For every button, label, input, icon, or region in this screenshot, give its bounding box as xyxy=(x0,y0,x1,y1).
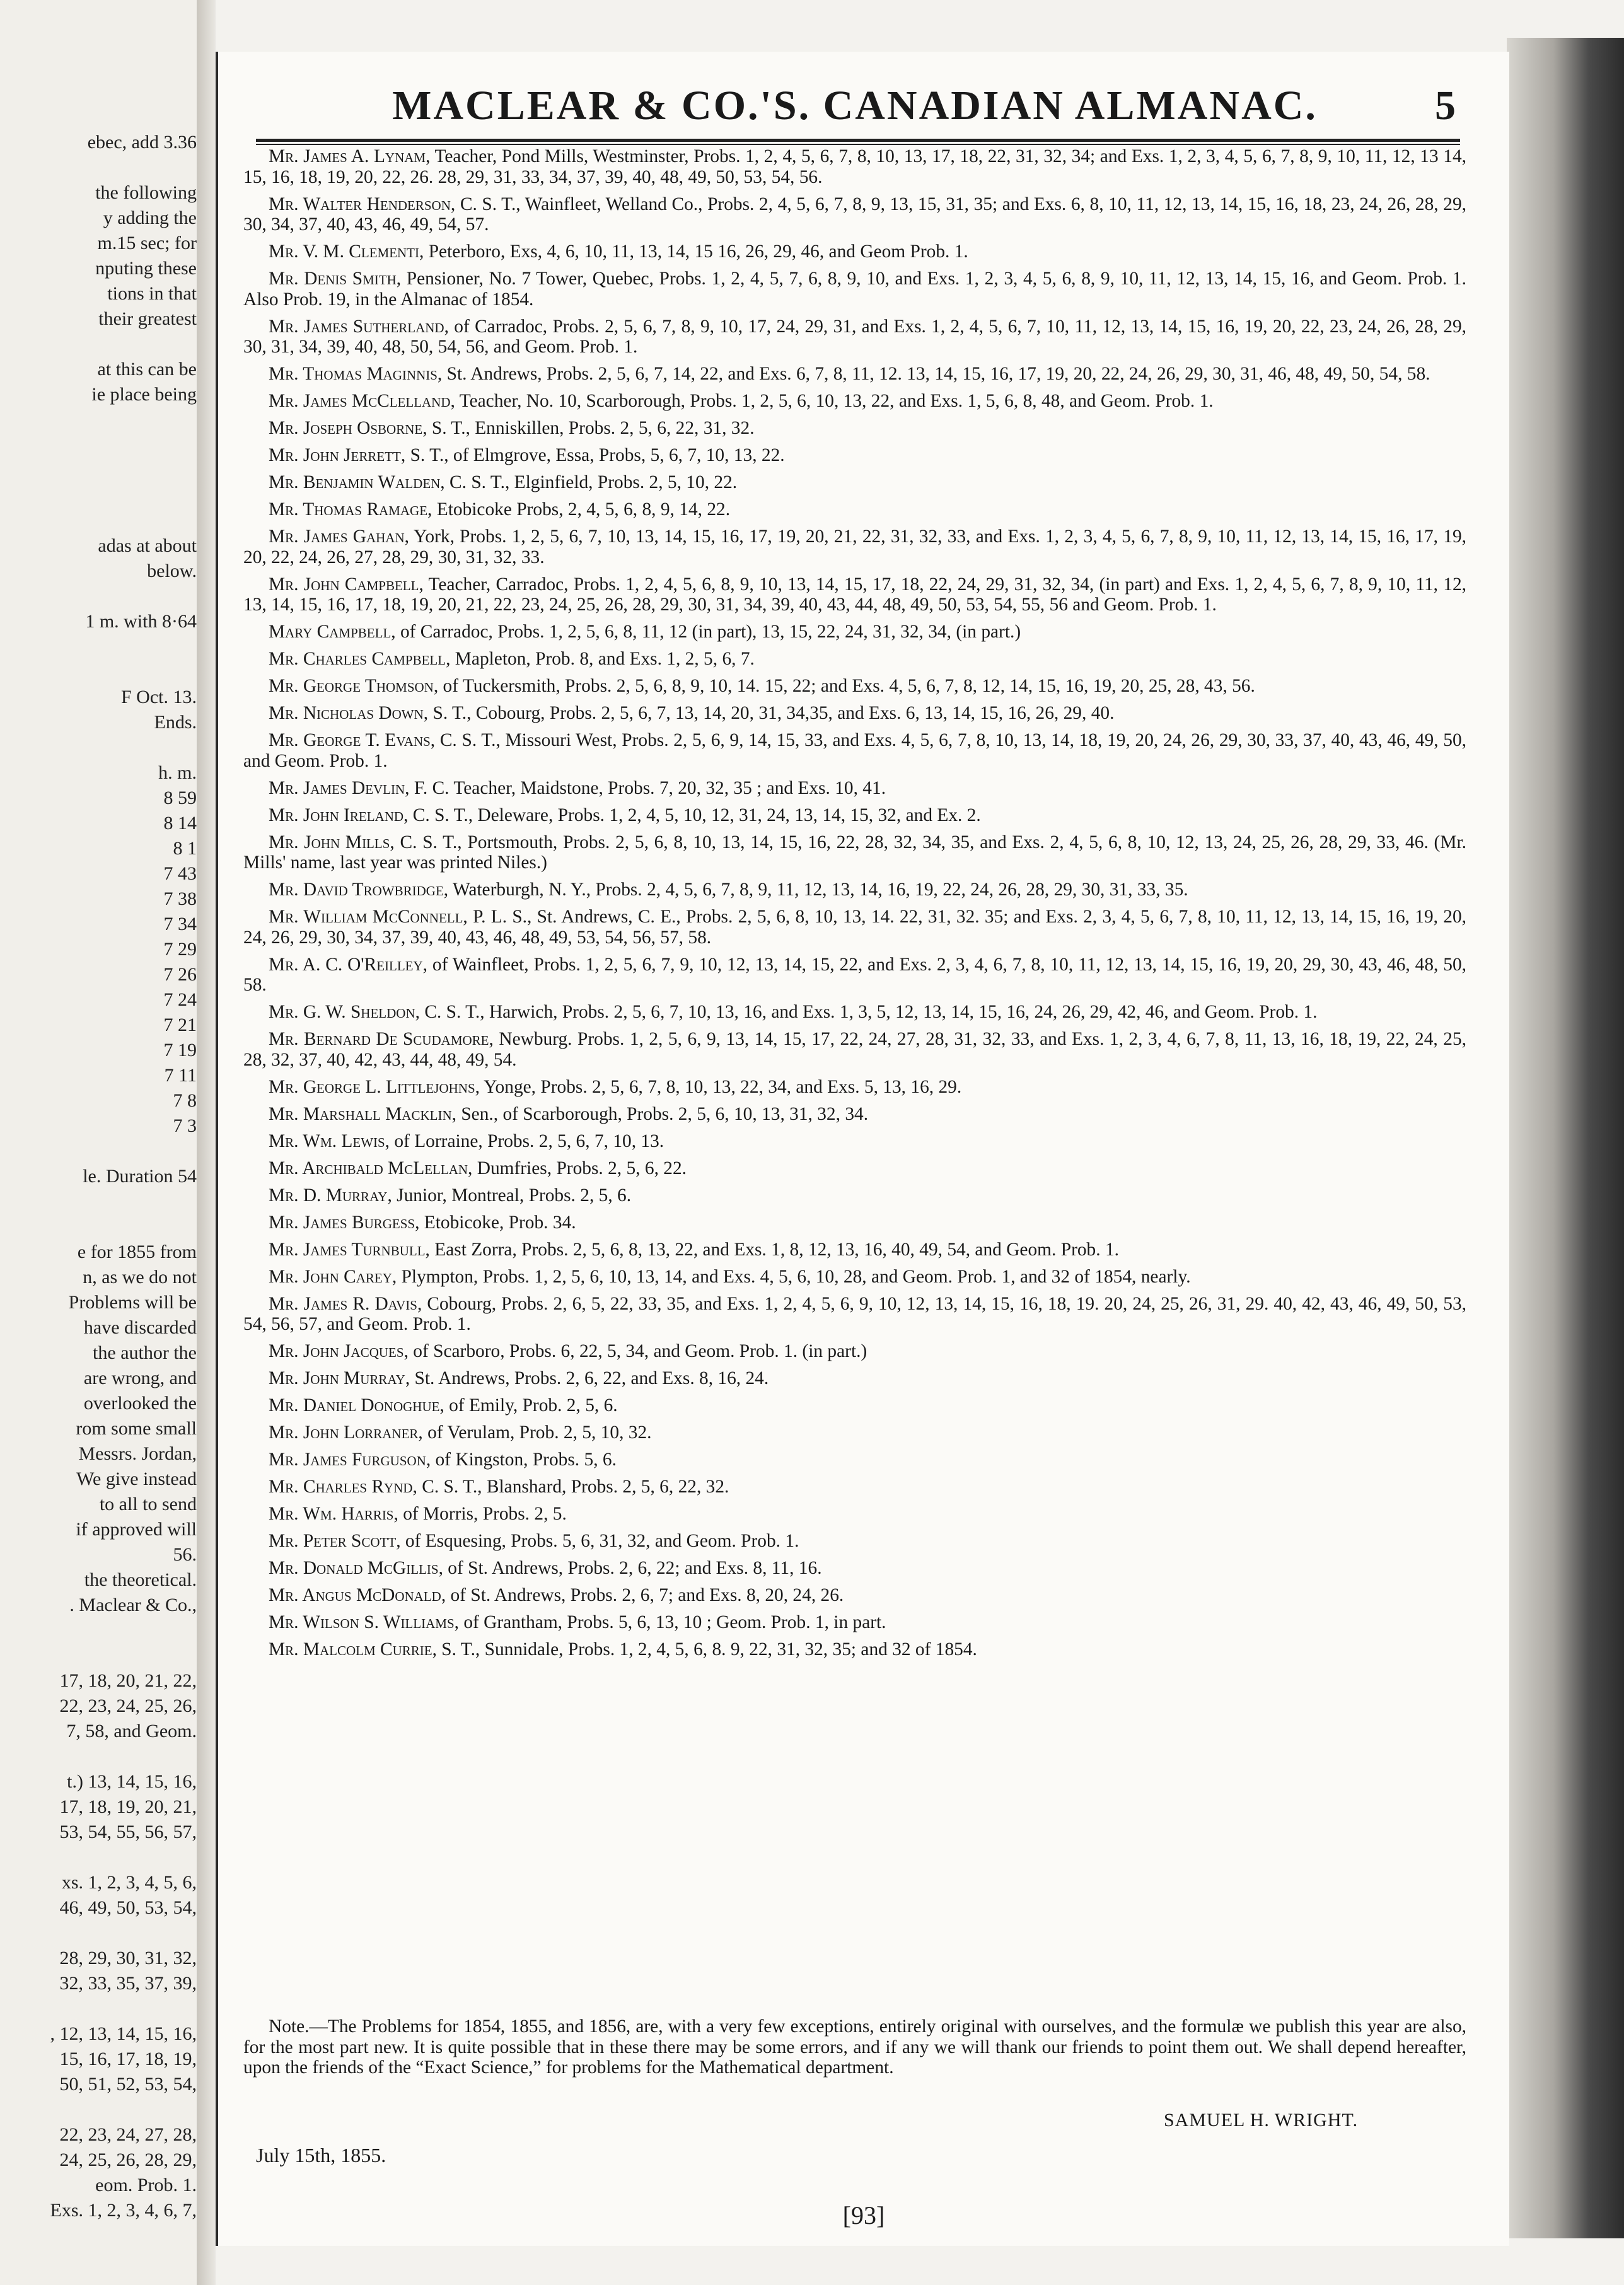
solver-name: Mr. George Thomson, xyxy=(269,676,439,696)
solver-details: Etobicoke Probs, 2, 4, 5, 6, 8, 9, 14, 22. xyxy=(432,499,731,520)
solver-entry xyxy=(243,1158,1466,1179)
signature: SAMUEL H. WRIGHT. xyxy=(1164,2110,1359,2131)
left-page-line: 22, 23, 24, 25, 26, xyxy=(59,1695,197,1716)
solver-details: P. L. S., St. Andrews, C. E., Probs. 2, 5, 6, 8, 10, 13, 14. 22, 31, 32. 35; and Exs. 2, 3, 4, 5, 6, 7, 8, 10, 11, 12, 13, 14, 15, 16, 19, 20, 24, 26, 29, 30, 34, 37, 39, 40, 43, 46, 48, 49, 53, 54, 56, 57, 58. xyxy=(243,907,1467,948)
left-page-fragment xyxy=(0,0,199,2285)
solver-details: Peterboro, Exs, 4, 6, 10, 11, 13, 14, 15 16, 26, 29, 46, and Geom Prob. 1. xyxy=(424,241,968,262)
solver-entry xyxy=(243,1477,1466,1497)
solver-name: Mr. Benjamin Walden, xyxy=(269,472,445,492)
solver-details: Teacher, No. 10, Scarborough, Probs. 1, 2, 5, 6, 10, 13, 22, and Exs. 1, 5, 6, 8, 48, and Geom. Prob. 1. xyxy=(455,391,1214,411)
solver-details: Dumfries, Probs. 2, 5, 6, 22. xyxy=(472,1158,687,1178)
solver-name: Mr. Thomas Ramage, xyxy=(269,499,432,520)
solver-name: Mr. John Mills, xyxy=(269,832,395,852)
solver-details: Yonge, Probs. 2, 5, 6, 7, 8, 10, 13, 22, 34, and Exs. 5, 13, 16, 29. xyxy=(480,1076,962,1097)
left-page-line: m.15 sec; for xyxy=(97,233,197,253)
left-page-line: below. xyxy=(147,561,197,581)
solver-entry xyxy=(243,1450,1466,1470)
left-page-line: ie place being xyxy=(91,384,197,405)
solver-entry xyxy=(243,778,1466,799)
solver-details: C. S. T., Harwich, Probs. 2, 5, 6, 7, 10, 13, 16, and Exs. 1, 3, 5, 12, 13, 14, 15, 16, 24, 26, 29, 42, 46, and Geom. Prob. 1. xyxy=(419,1002,1318,1022)
solver-name: Mr. John Lorraner, xyxy=(269,1422,423,1443)
solver-name: Mr. Malcolm Currie, xyxy=(269,1639,437,1660)
solver-details: Teacher, Pond Mills, Westminster, Probs. 1, 2, 4, 5, 6, 7, 8, 10, 13, 17, 18, 22, 31, 32, 34; and Exs. 1, 2, 3, 4, 5, 6, 7, 8, 9, 10, 11, 12, 13 14, 15, 16, 18, 19, 20, 22, 26. 28, 29, 31, 33, 34, 37, 39, 40, 48, 49, 50, 53, 54, 56. xyxy=(243,146,1466,187)
solver-name: Mr. John Jerrett, xyxy=(269,445,406,465)
left-page-line: . Maclear & Co., xyxy=(69,1595,197,1615)
solver-name: Mr. James Turnbull, xyxy=(269,1239,430,1260)
solver-details: of Emily, Prob. 2, 5, 6. xyxy=(444,1395,618,1416)
left-page-line: adas at about xyxy=(98,535,197,556)
solver-entry xyxy=(243,1639,1466,1660)
solver-name: Mr. Denis Smith, xyxy=(269,269,402,289)
solver-entry xyxy=(243,1612,1466,1633)
solver-name: Mr. Charles Campbell, xyxy=(269,649,451,669)
solver-name: Mr. John Carey, xyxy=(269,1266,397,1287)
solver-details: of Carradoc, Probs. 1, 2, 5, 6, 8, 11, 12 (in part), 13, 15, 22, 24, 31, 32, 34, (in part.) xyxy=(395,622,1021,642)
solver-name: Mr. Marshall Macklin, xyxy=(269,1103,456,1124)
solver-name: Mr. James R. Davis, xyxy=(269,1293,422,1314)
solver-name: Mr. A. C. O'Reilley, xyxy=(269,954,428,975)
solver-entry xyxy=(243,1422,1466,1443)
left-page-line: tions in that xyxy=(107,283,197,304)
solver-entry xyxy=(243,1240,1466,1260)
left-page-line: 8 59 xyxy=(163,788,197,808)
left-page-line: h. m. xyxy=(158,762,197,783)
solver-name: Mr. Wm. Harris, xyxy=(269,1504,398,1524)
solver-name: Mr. Archibald McLellan, xyxy=(269,1158,473,1178)
left-page-line: their greatest xyxy=(98,308,197,329)
solver-details: S. T., Enniskillen, Probs. 2, 5, 6, 22, 31, 32. xyxy=(427,418,755,438)
left-page-line: xs. 1, 2, 3, 4, 5, 6, xyxy=(61,1872,197,1893)
solver-entry xyxy=(243,703,1466,724)
solver-entry xyxy=(243,317,1466,358)
solver-entry xyxy=(243,418,1466,439)
solver-name: Mr. Donald McGillis, xyxy=(269,1558,443,1578)
solver-name: Mr. Wilson S. Williams, xyxy=(269,1612,459,1632)
left-page-line: the author the xyxy=(93,1342,197,1363)
solver-name: Mr. John Murray, xyxy=(269,1368,410,1388)
solver-entry xyxy=(243,907,1466,948)
left-page-line: nputing these xyxy=(95,258,197,279)
book-gutter xyxy=(197,0,216,2285)
left-page-line: 50, 51, 52, 53, 54, xyxy=(59,2074,197,2095)
solver-details: Teacher, Carradoc, Probs. 1, 2, 4, 5, 6, 8, 9, 10, 13, 14, 15, 17, 18, 22, 24, 29, 31, 32, 34, (in part) and Exs. 1, 2, 4, 5, 6, 7, 8, 9, 10, 11, 12, 13, 14, 15, 16, 17, 18, 19, 20, 21, 22, 23, 24, 25, 26, 28, 29, 30, 31, 34, 39, 40, 43, 44, 48, 49, 50, 53, 54, 55, 56 and Geom. Prob. 1. xyxy=(243,574,1466,615)
left-page-line: ebec, add 3.36 xyxy=(87,132,197,153)
left-page-line: , 12, 13, 14, 15, 16, xyxy=(50,2023,197,2044)
left-page-line: 8 1 xyxy=(173,838,197,859)
solver-entry xyxy=(243,1077,1466,1098)
left-page-line: 1 m. with 8·64 xyxy=(85,611,197,632)
solver-entry xyxy=(243,391,1466,412)
solver-entry xyxy=(243,1585,1466,1606)
folio-number: [93] xyxy=(842,2201,885,2230)
running-head: MACLEAR & CO.'S. CANADIAN ALMANAC. xyxy=(392,83,1318,129)
left-page-line: Exs. 1, 2, 3, 4, 6, 7, xyxy=(50,2200,197,2221)
solver-name: Mr. Daniel Donoghue, xyxy=(269,1395,444,1416)
solver-name: Mr. Nicholas Down, xyxy=(269,703,429,723)
solver-details: Mapleton, Prob. 8, and Exs. 1, 2, 5, 6, 7. xyxy=(450,649,755,669)
solver-details: of St. Andrews, Probs. 2, 6, 7; and Exs. 8, 20, 24, 26. xyxy=(446,1585,844,1605)
solver-details: of Morris, Probs. 2, 5. xyxy=(398,1504,567,1524)
solver-list xyxy=(243,146,1466,1666)
solver-details: S. T., Cobourg, Probs. 2, 5, 6, 7, 13, 14, 20, 31, 34,35, and Exs. 6, 13, 14, 15, 16, 26, 29, 40. xyxy=(428,703,1115,723)
solver-name: Mr. G. W. Sheldon, xyxy=(269,1002,420,1022)
solver-name: Mr. James A. Lynam, xyxy=(269,146,431,166)
left-page-line: 7 3 xyxy=(173,1115,197,1136)
left-page-line: 7 38 xyxy=(163,888,197,909)
solver-entry xyxy=(243,146,1466,187)
solver-name: Mr. Thomas Maginnis, xyxy=(269,364,443,384)
solver-entry xyxy=(243,1531,1466,1552)
solver-details: C. S. T., Blanshard, Probs. 2, 5, 6, 22, 32. xyxy=(417,1477,729,1497)
solver-details: C. S. T., Elginfield, Probs. 2, 5, 10, 22. xyxy=(444,472,738,492)
left-page-line: Problems will be xyxy=(68,1292,197,1313)
solver-name: Mr. James Furguson, xyxy=(269,1450,431,1470)
solver-details: York, Probs. 1, 2, 5, 6, 7, 10, 13, 14, 15, 16, 17, 19, 20, 21, 22, 31, 32, 33, and Exs. 1, 2, 3, 4, 5, 6, 7, 8, 9, 10, 11, 12, 13, 14, 15, 16, 17, 19, 20, 22, 24, 26, 27, 28, 29, 30, 31, 32, 33. xyxy=(243,526,1466,567)
solver-details: of Carradoc, Probs. 2, 5, 6, 7, 8, 9, 10, 17, 24, 29, 31, and Exs. 1, 2, 4, 5, 6, 7, 10, 11, 12, 13, 14, 15, 16, 19, 20, 22, 23, 24, 26, 28, 29, 30, 31, 34, 39, 40, 48, 50, 54, 56, and Geom. Prob. 1. xyxy=(243,316,1466,357)
left-page-line: y adding the xyxy=(103,207,197,228)
solver-details: Newburg. Probs. 1, 2, 5, 6, 9, 13, 14, 15, 17, 22, 24, 27, 28, 31, 32, 33, and Exs. 1, 2, 3, 4, 6, 7, 8, 11, 13, 16, 18, 19, 22, 24, 25, 28, 32, 37, 40, 42, 43, 44, 48, 49, 54. xyxy=(243,1029,1466,1070)
solver-details: of Esquesing, Probs. 5, 6, 31, 32, and Geom. Prob. 1. xyxy=(400,1531,799,1551)
solver-details: S. T., of Elmgrove, Essa, Probs, 5, 6, 7, 10, 13, 22. xyxy=(405,445,785,465)
solver-entry xyxy=(243,880,1466,900)
solver-name: Mr. William McConnell, xyxy=(269,907,468,927)
left-page-line: to all to send xyxy=(99,1494,197,1515)
solver-details: St. Andrews, Probs. 2, 5, 6, 7, 14, 22, and Exs. 6, 7, 8, 11, 12. 13, 14, 15, 16, 17, 19, 20, 22, 24, 26, 29, 30, 31, 46, 48, 49, 50, 54, 58. xyxy=(442,364,1430,384)
solver-name: Mr. D. Murray, xyxy=(269,1185,392,1206)
solver-entry xyxy=(243,1368,1466,1389)
left-page-line: n, as we do not xyxy=(83,1267,197,1288)
left-page-line: 22, 23, 24, 27, 28, xyxy=(59,2124,197,2145)
solver-entry xyxy=(243,574,1466,615)
solver-name: Mr. Charles Rynd, xyxy=(269,1477,417,1497)
left-page-line: overlooked the xyxy=(83,1393,197,1414)
solver-details: Cobourg, Probs. 2, 6, 5, 22, 33, 35, and Exs. 1, 2, 4, 5, 6, 9, 10, 12, 13, 14, 15, 16, 18, 19. 20, 24, 25, 26, 31, 29. 40, 42, 43, 46, 49, 50, 53, 54, 56, 57, and Geom. Prob. 1. xyxy=(243,1293,1466,1334)
solver-entry xyxy=(243,1002,1466,1023)
left-page-line: Messrs. Jordan, xyxy=(78,1443,197,1464)
dateline: July 15th, 1855. xyxy=(256,2144,386,2166)
left-page-line: have discarded xyxy=(83,1317,197,1338)
solver-details: of St. Andrews, Probs. 2, 6, 22; and Exs. 8, 11, 16. xyxy=(443,1558,822,1578)
solver-entry xyxy=(243,730,1466,771)
left-page-line: 7 24 xyxy=(163,989,197,1010)
solver-entry xyxy=(243,472,1466,493)
solver-name: Mr. Joseph Osborne, xyxy=(269,418,427,438)
solver-entry xyxy=(243,1267,1466,1288)
editor-note: Note.—The Problems for 1854, 1855, and 1856, are, with a very few exceptions, entirely original with ourselves, and the formulæ we publish this year are also, for the most part new. It is quite possible that in these there may be some errors, and if any we will thank our friends to point them out. We shall depend hereafter, upon the friends of the “Exact Science,” for problems for the Mathematical department. xyxy=(243,2016,1466,2078)
solver-details: of Verulam, Prob. 2, 5, 10, 32. xyxy=(422,1422,652,1443)
left-page-line: t.) 13, 14, 15, 16, xyxy=(67,1771,197,1792)
solver-name: Mr. Angus McDonald, xyxy=(269,1585,446,1605)
solver-entry xyxy=(243,445,1466,466)
left-page-line: 8 14 xyxy=(163,813,197,834)
left-page-line: F Oct. 13. xyxy=(121,687,197,707)
solver-details: C. S. T., Portsmouth, Probs. 2, 5, 6, 8, 10, 13, 14, 15, 16, 22, 28, 32, 34, 35, and Exs. 2, 4, 5, 6, 8, 10, 12, 13, 24, 25, 26, 28, 29, 33, 46. (Mr. Mills' name, last year was printed Niles.) xyxy=(243,832,1466,873)
left-page-line: 46, 49, 50, 53, 54, xyxy=(59,1897,197,1918)
solver-name: Mr. James Devlin, xyxy=(269,777,410,798)
solver-name: Mr. John Jacques, xyxy=(269,1341,409,1361)
solver-entry xyxy=(243,1341,1466,1362)
left-page-line: 7 34 xyxy=(163,914,197,934)
solver-entry xyxy=(243,526,1466,567)
solver-entry xyxy=(243,499,1466,520)
solver-name: Mr. V. M. Clementi, xyxy=(269,241,424,262)
left-page-line: We give instead xyxy=(76,1468,197,1489)
solver-details: S. T., Sunnidale, Probs. 1, 2, 4, 5, 6, 8. 9, 22, 31, 32, 35; and 32 of 1854. xyxy=(436,1639,977,1660)
solver-details: C. S. T., Wainfleet, Welland Co., Probs. 2, 4, 5, 6, 7, 8, 9, 13, 15, 31, 35; and Exs. 6, 8, 10, 11, 12, 13, 14, 15, 16, 18, 23, 24, 26, 28, 29, 30, 34, 37, 40, 43, 46, 49, 54, 57. xyxy=(243,194,1466,235)
left-page-line: 7 11 xyxy=(164,1065,197,1086)
left-page-line: 15, 16, 17, 18, 19, xyxy=(59,2049,197,2069)
page-edge-shadow xyxy=(1507,38,1624,2238)
solver-entry xyxy=(243,1185,1466,1206)
solver-entry xyxy=(243,241,1466,262)
solver-name: Mary Campbell, xyxy=(269,622,396,642)
left-page-line: 7 26 xyxy=(163,964,197,985)
solver-entry xyxy=(243,1212,1466,1233)
page-number: 5 xyxy=(1435,83,1456,129)
solver-details: of Tuckersmith, Probs. 2, 5, 6, 8, 9, 10, 14. 15, 22; and Exs. 4, 5, 6, 7, 8, 12, 14, 15, 16, 19, 20, 25, 28, 43, 56. xyxy=(438,676,1255,696)
left-page-line: rom some small xyxy=(76,1418,197,1439)
left-page-line: 7 19 xyxy=(163,1040,197,1061)
solver-name: Mr. George T. Evans, xyxy=(269,730,436,750)
solver-details: of Grantham, Probs. 5, 6, 13, 10 ; Geom. Prob. 1, in part. xyxy=(458,1612,886,1632)
left-page-line: 24, 25, 26, 28, 29, xyxy=(59,2149,197,2170)
solver-details: C. S. T., Deleware, Probs. 1, 2, 4, 5, 10, 12, 31, 24, 13, 14, 15, 32, and Ex. 2. xyxy=(408,805,981,825)
solver-details: of Wainfleet, Probs. 1, 2, 5, 6, 7, 9, 10, 12, 13, 14, 15, 22, and Exs. 2, 3, 4, 6, 7, 8, 10, 11, 12, 13, 14, 15, 16, 19, 20, 29, 30, 43, 46, 48, 50, 58. xyxy=(243,954,1467,995)
left-page-line: le. Duration 54 xyxy=(83,1166,197,1187)
solver-entry xyxy=(243,1104,1466,1125)
left-page-line: e for 1855 from xyxy=(77,1241,197,1262)
left-page-line: 7 43 xyxy=(163,863,197,884)
left-page-line: 7, 58, and Geom. xyxy=(66,1721,197,1741)
solver-entry xyxy=(243,1395,1466,1416)
left-page-line: 28, 29, 30, 31, 32, xyxy=(59,1948,197,1968)
left-page-line: 56. xyxy=(173,1544,197,1565)
solver-details: of Scarboro, Probs. 6, 22, 5, 34, and Geom. Prob. 1. (in part.) xyxy=(408,1341,867,1361)
solver-entry xyxy=(243,955,1466,996)
left-page-line: 7 29 xyxy=(163,939,197,960)
solver-entry xyxy=(243,805,1466,826)
solver-name: Mr. James Burgess, xyxy=(269,1212,420,1233)
solver-entry xyxy=(243,676,1466,697)
solver-name: Mr. James McClelland, xyxy=(269,391,455,411)
left-page-line: if approved will xyxy=(76,1519,197,1540)
solver-name: Mr. Walter Henderson, xyxy=(269,194,456,214)
left-page-line: are wrong, and xyxy=(83,1368,197,1388)
solver-name: Mr. George L. Littlejohns, xyxy=(269,1076,480,1097)
left-page-line: 32, 33, 35, 37, 39, xyxy=(59,1973,197,1994)
left-page-line: at this can be xyxy=(97,359,197,380)
left-page-line: eom. Prob. 1. xyxy=(95,2175,197,2195)
solver-entry xyxy=(243,649,1466,670)
solver-entry xyxy=(243,622,1466,642)
solver-details: Pensioner, No. 7 Tower, Quebec, Probs. 1, 2, 4, 5, 7, 6, 8, 9, 10, and Exs. 1, 2, 3, 4, 5, 6, 8, 9, 10, 11, 12, 13, 14, 15, 16, and Geom. Prob. 1. Also Prob. 19, in the Almanac of 1854. xyxy=(243,269,1466,310)
solver-name: Mr. James Sutherland, xyxy=(269,316,449,337)
solver-details: of Lorraine, Probs. 2, 5, 6, 7, 10, 13. xyxy=(390,1131,664,1151)
solver-entry xyxy=(243,364,1466,385)
solver-entry xyxy=(243,832,1466,873)
solver-name: Mr. John Ireland, xyxy=(269,805,409,825)
solver-entry xyxy=(243,1558,1466,1579)
solver-details: F. C. Teacher, Maidstone, Probs. 7, 20, 32, 35 ; and Exs. 10, 41. xyxy=(409,777,886,798)
left-page-line: 7 21 xyxy=(163,1015,197,1035)
solver-name: Mr. John Campbell, xyxy=(269,574,424,595)
almanac-page xyxy=(216,52,1509,2246)
solver-name: Mr. Peter Scott, xyxy=(269,1531,401,1551)
solver-details: Junior, Montreal, Probs. 2, 5, 6. xyxy=(392,1185,632,1206)
solver-entry xyxy=(243,269,1466,310)
solver-details: Waterburgh, N. Y., Probs. 2, 4, 5, 6, 7, 8, 9, 11, 12, 13, 14, 16, 19, 22, 24, 26, 28, 29, 30, 31, 33, 35. xyxy=(448,880,1188,900)
solver-details: Etobicoke, Prob. 34. xyxy=(419,1212,576,1233)
solver-entry xyxy=(243,1504,1466,1525)
left-page-line: the theoretical. xyxy=(84,1569,197,1590)
solver-name: Mr. David Trowbridge, xyxy=(269,880,449,900)
solver-details: Sen., of Scarborough, Probs. 2, 5, 6, 10, 13, 31, 32, 34. xyxy=(456,1103,869,1124)
solver-entry xyxy=(243,1294,1466,1335)
left-page-line: 17, 18, 20, 21, 22, xyxy=(59,1670,197,1691)
solver-details: Plympton, Probs. 1, 2, 5, 6, 10, 13, 14, and Exs. 4, 5, 6, 10, 28, and Geom. Prob. 1, and 32 of 1854, nearly. xyxy=(397,1266,1191,1287)
left-page-line: 53, 54, 55, 56, 57, xyxy=(59,1822,197,1842)
solver-details: of Kingston, Probs. 5, 6. xyxy=(431,1450,617,1470)
solver-name: Mr. James Gahan, xyxy=(269,526,409,547)
solver-entry xyxy=(243,1029,1466,1070)
left-page-line: Ends. xyxy=(154,712,197,733)
solver-name: Mr. Bernard De Scudamore, xyxy=(269,1029,494,1049)
solver-details: East Zorra, Probs. 2, 5, 6, 8, 13, 22, and Exs. 1, 8, 12, 13, 16, 40, 49, 54, and Geom. Prob. 1. xyxy=(429,1239,1119,1260)
solver-details: C. S. T., Missouri West, Probs. 2, 5, 6, 9, 14, 15, 33, and Exs. 4, 5, 6, 7, 8, 10, 13, 14, 18, 19, 20, 24, 26, 29, 30, 33, 37, 40, 43, 46, 49, 50, and Geom. Prob. 1. xyxy=(243,730,1466,771)
header-rule xyxy=(256,139,1460,145)
solver-name: Mr. Wm. Lewis, xyxy=(269,1131,390,1151)
solver-details: St. Andrews, Probs. 2, 6, 22, and Exs. 8, 16, 24. xyxy=(410,1368,769,1388)
left-page-line: 17, 18, 19, 20, 21, xyxy=(59,1796,197,1817)
solver-entry xyxy=(243,194,1466,235)
solver-entry xyxy=(243,1131,1466,1152)
left-page-line: the following xyxy=(95,182,197,203)
left-page-line: 7 8 xyxy=(173,1090,197,1111)
